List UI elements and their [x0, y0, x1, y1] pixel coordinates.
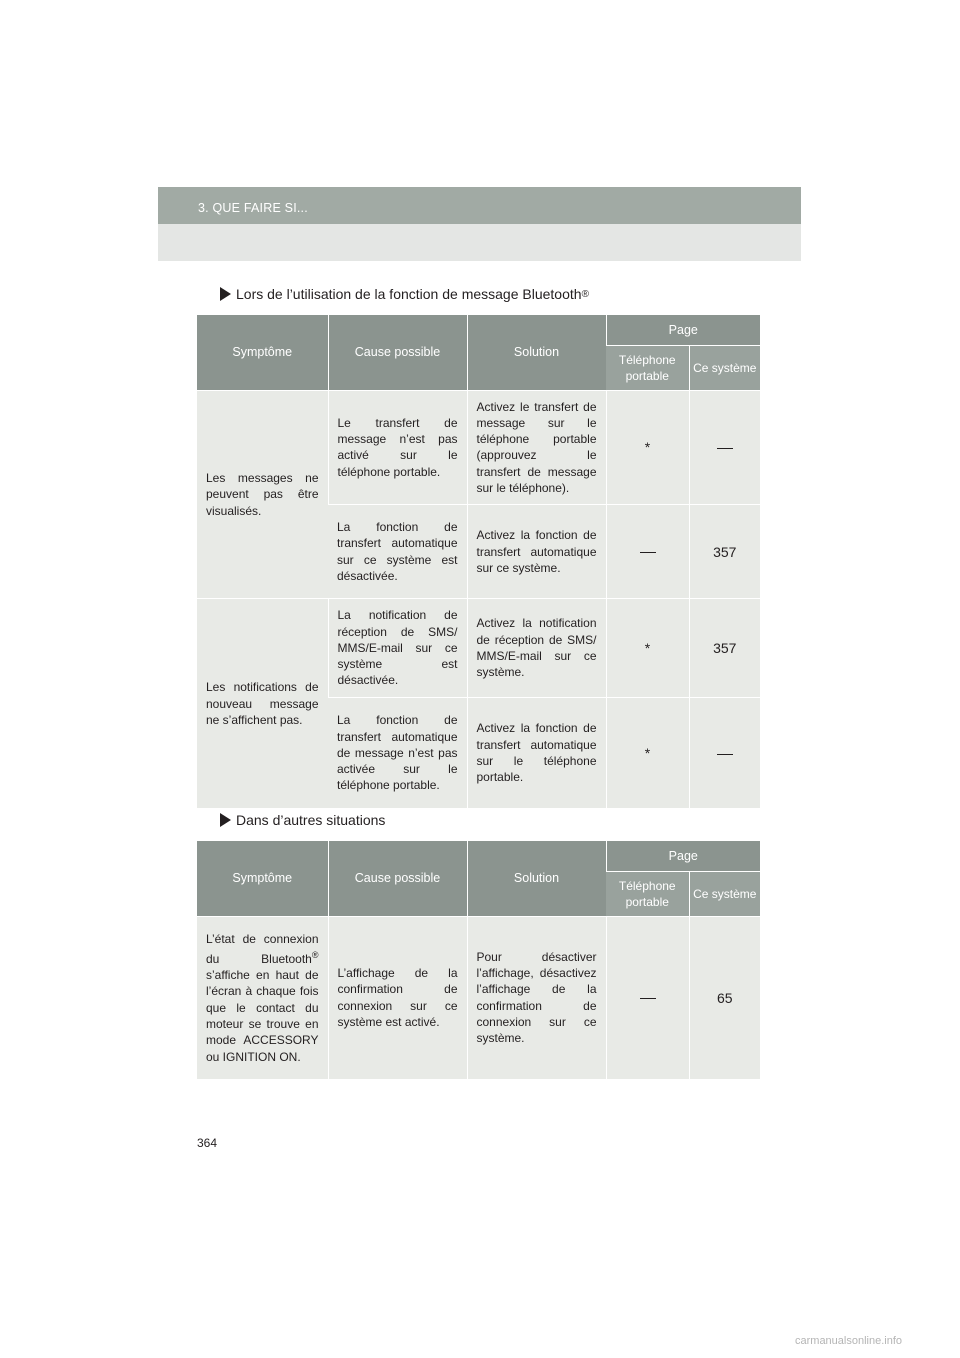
page-phone-cell [606, 599, 689, 697]
table-row [197, 916, 760, 1079]
troubleshooting-table-other [197, 841, 760, 1079]
chapter-header-band [158, 187, 801, 224]
header-solution: Solution [467, 841, 606, 916]
registered-mark: ® [581, 288, 589, 300]
cause-cell: Le transfert de message n’est pas activé sur le téléphone portable. [328, 390, 467, 505]
chapter-subheader-band [158, 224, 801, 261]
page-phone-cell [606, 390, 689, 505]
page-system-cell [689, 697, 760, 808]
solution-cell: Activez la notification de réception de SMS/ MMS/E-mail sur ce système. [467, 599, 606, 697]
header-symptom: Symptôme [197, 315, 328, 390]
symptom-cell: Les messages ne peuvent pas être visualisés. [197, 390, 328, 599]
header-system: Ce système [689, 345, 760, 390]
page-system-cell [689, 390, 760, 505]
header-system: Ce système [689, 871, 760, 916]
section-title-text: Dans d’autres situations [236, 812, 386, 828]
solution-cell: Pour désactiver l’affichage, désactivez l’affichage de la confirmation de connexion sur ce système. [467, 916, 606, 1079]
table-row [197, 599, 760, 697]
dash-icon [640, 552, 656, 553]
solution-cell: Activez le transfert de message sur le téléphone portable (approuvez le transfert de message sur le téléphone). [467, 390, 606, 505]
page-phone-cell [606, 916, 689, 1079]
section-title-bluetooth-message [220, 286, 589, 302]
header-cause: Cause possible [328, 841, 467, 916]
page-phone-cell [606, 697, 689, 808]
header-cause: Cause possible [328, 315, 467, 390]
triangle-bullet-icon [220, 287, 231, 301]
header-phone: Téléphone portable [606, 345, 689, 390]
header-solution: Solution [467, 315, 606, 390]
symptom-cell: L’état de connexion du Bluetooth® s’affiche en haut de l’écran à chaque fois que le contact du moteur se trouve en mode ACCESSORY ou IGNITION ON. [197, 916, 328, 1079]
solution-cell: Activez la fonction de transfert automatique sur ce système. [467, 505, 606, 599]
cause-cell: La fonction de transfert automatique sur ce système est désactivée. [328, 505, 467, 599]
page-number: 364 [197, 1136, 218, 1150]
header-phone: Téléphone portable [606, 871, 689, 916]
chapter-title: 3. QUE FAIRE SI... [198, 201, 308, 215]
section-title-text: Lors de l’utilisation de la fonction de message Bluetooth [236, 286, 582, 302]
page-system-cell: 357 [689, 599, 760, 697]
section-title-other-situations [220, 812, 385, 828]
watermark: carmanualsonline.info [795, 1335, 903, 1347]
page-system-cell: 65 [689, 916, 760, 1079]
asterisk-icon: * [644, 639, 651, 656]
symptom-cell: Les notifications de nouveau message ne s’affichent pas. [197, 599, 328, 808]
asterisk-icon: * [644, 439, 651, 456]
dash-icon [640, 998, 656, 999]
cause-cell: L’affichage de la confirmation de connexion sur ce système est activé. [328, 916, 467, 1079]
page-system-cell: 357 [689, 505, 760, 599]
header-symptom: Symptôme [197, 841, 328, 916]
cause-cell: La notification de réception de SMS/ MMS/E-mail sur ce système est désactivée. [328, 599, 467, 697]
asterisk-icon: * [644, 744, 651, 761]
page-phone-cell [606, 505, 689, 599]
table-row [197, 390, 760, 505]
solution-cell: Activez la fonction de transfert automatique sur le téléphone portable. [467, 697, 606, 808]
triangle-bullet-icon [220, 813, 231, 827]
header-page: Page [606, 841, 760, 871]
troubleshooting-table-messages [197, 315, 760, 808]
cause-cell: La fonction de transfert automatique de message n’est pas activée sur le téléphone portable. [328, 697, 467, 808]
dash-icon [717, 448, 733, 449]
dash-icon [717, 754, 733, 755]
header-page: Page [606, 315, 760, 345]
